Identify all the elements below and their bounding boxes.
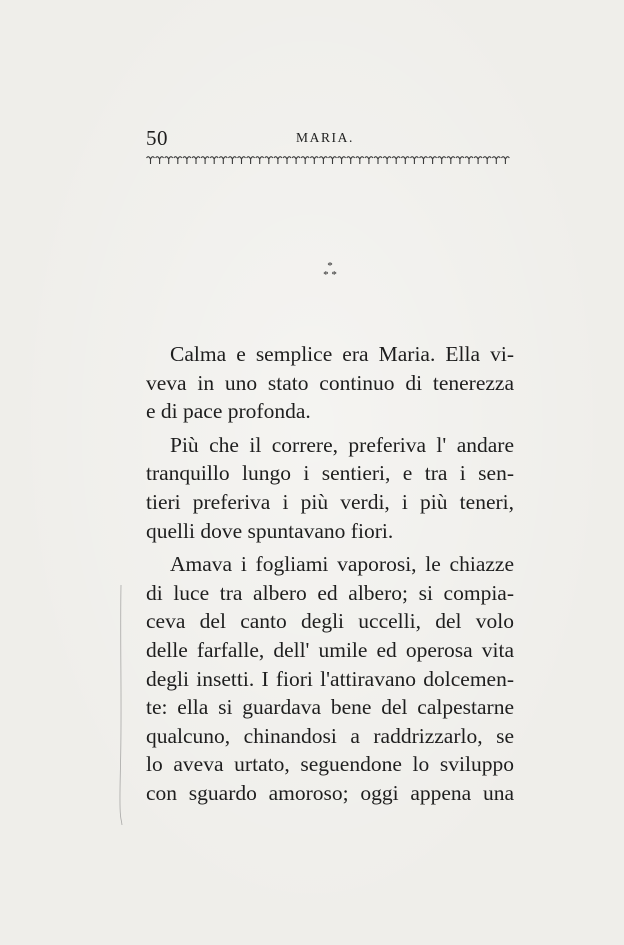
- ornament-unit: [165, 157, 173, 164]
- ornament-unit: [256, 157, 264, 164]
- page-number: 50: [146, 126, 168, 150]
- text-line: veva in uno stato continuo di tenerezza: [146, 370, 514, 395]
- ornament-unit: [383, 157, 391, 164]
- ornament-unit: [219, 157, 227, 164]
- text-line: Più che il correre, preferiva l' andare: [170, 432, 514, 457]
- ornament-unit: [156, 157, 164, 164]
- ornament-unit: [319, 157, 327, 164]
- ornament-unit: [174, 157, 182, 164]
- ornament-unit: [283, 157, 291, 164]
- ornament-unit: [429, 157, 437, 164]
- ornament-unit: [183, 157, 191, 164]
- ornament-unit: [192, 157, 200, 164]
- ornament-unit: [492, 157, 500, 164]
- ornament-unit: [201, 157, 209, 164]
- ornament-unit: [147, 157, 155, 164]
- margin-pencil-mark: [118, 585, 124, 825]
- ornament-unit: [210, 157, 218, 164]
- text-line: tieri preferiva i più verdi, i più teneri,: [146, 489, 514, 514]
- ornament-unit: [292, 157, 300, 164]
- ornament-unit: [356, 157, 364, 164]
- ornament-unit: [347, 157, 355, 164]
- text-line: qualcuno, chinandosi a raddrizzarlo, se: [146, 723, 514, 748]
- ornament-unit: [438, 157, 446, 164]
- text-line: ceva del canto degli uccelli, del volo: [146, 609, 514, 634]
- ornament-unit: [338, 157, 346, 164]
- text-line: Amava i fogliami vaporosi, le chiazze: [170, 552, 514, 577]
- asterism-bottom: * *: [323, 269, 337, 281]
- ornament-unit: [301, 157, 309, 164]
- ornament-unit: [310, 157, 318, 164]
- ornament-unit: [228, 157, 236, 164]
- running-title: MARIA.: [296, 130, 354, 145]
- ornament-unit: [420, 157, 428, 164]
- ornament-unit: [501, 157, 509, 164]
- text-line: e di pace profonda.: [146, 399, 311, 424]
- text-line: lo aveva urtato, seguendone lo sviluppo: [146, 752, 514, 777]
- text-line: delle farfalle, dell' umile ed operosa vita: [146, 637, 514, 662]
- ornament-unit: [456, 157, 464, 164]
- text-line: con sguardo amoroso; oggi appena una: [146, 780, 514, 805]
- text-line: Calma e semplice era Maria. Ella vi-: [170, 342, 514, 366]
- ornament-unit: [265, 157, 273, 164]
- text-line: tranquillo lungo i sentieri, e tra i sen-: [146, 461, 514, 486]
- ornament-unit: [392, 157, 400, 164]
- ornament-unit: [329, 157, 337, 164]
- ornament-unit: [401, 157, 409, 164]
- ornament-unit: [274, 157, 282, 164]
- ornament-unit: [410, 157, 418, 164]
- asterism-top: *: [327, 260, 333, 272]
- text-line: te: ella si guardava bene del calpestarne: [146, 695, 514, 720]
- ornament-unit: [238, 157, 246, 164]
- body-text: [146, 340, 514, 808]
- ornament-unit: [474, 157, 482, 164]
- ornament-unit: [447, 157, 455, 164]
- ornament-unit: [247, 157, 255, 164]
- decorative-rule: [146, 154, 510, 166]
- text-line: degli insetti. I fiori l'attiravano dolcemen-: [146, 666, 514, 691]
- ornament-unit: [365, 157, 373, 164]
- ornament-unit: [465, 157, 473, 164]
- ornament-unit: [374, 157, 382, 164]
- section-break: [308, 262, 352, 280]
- text-line: di luce tra albero ed albero; si compia-: [146, 580, 514, 605]
- text-line: quelli dove spuntavano fiori.: [146, 518, 394, 543]
- ornament-unit: [483, 157, 491, 164]
